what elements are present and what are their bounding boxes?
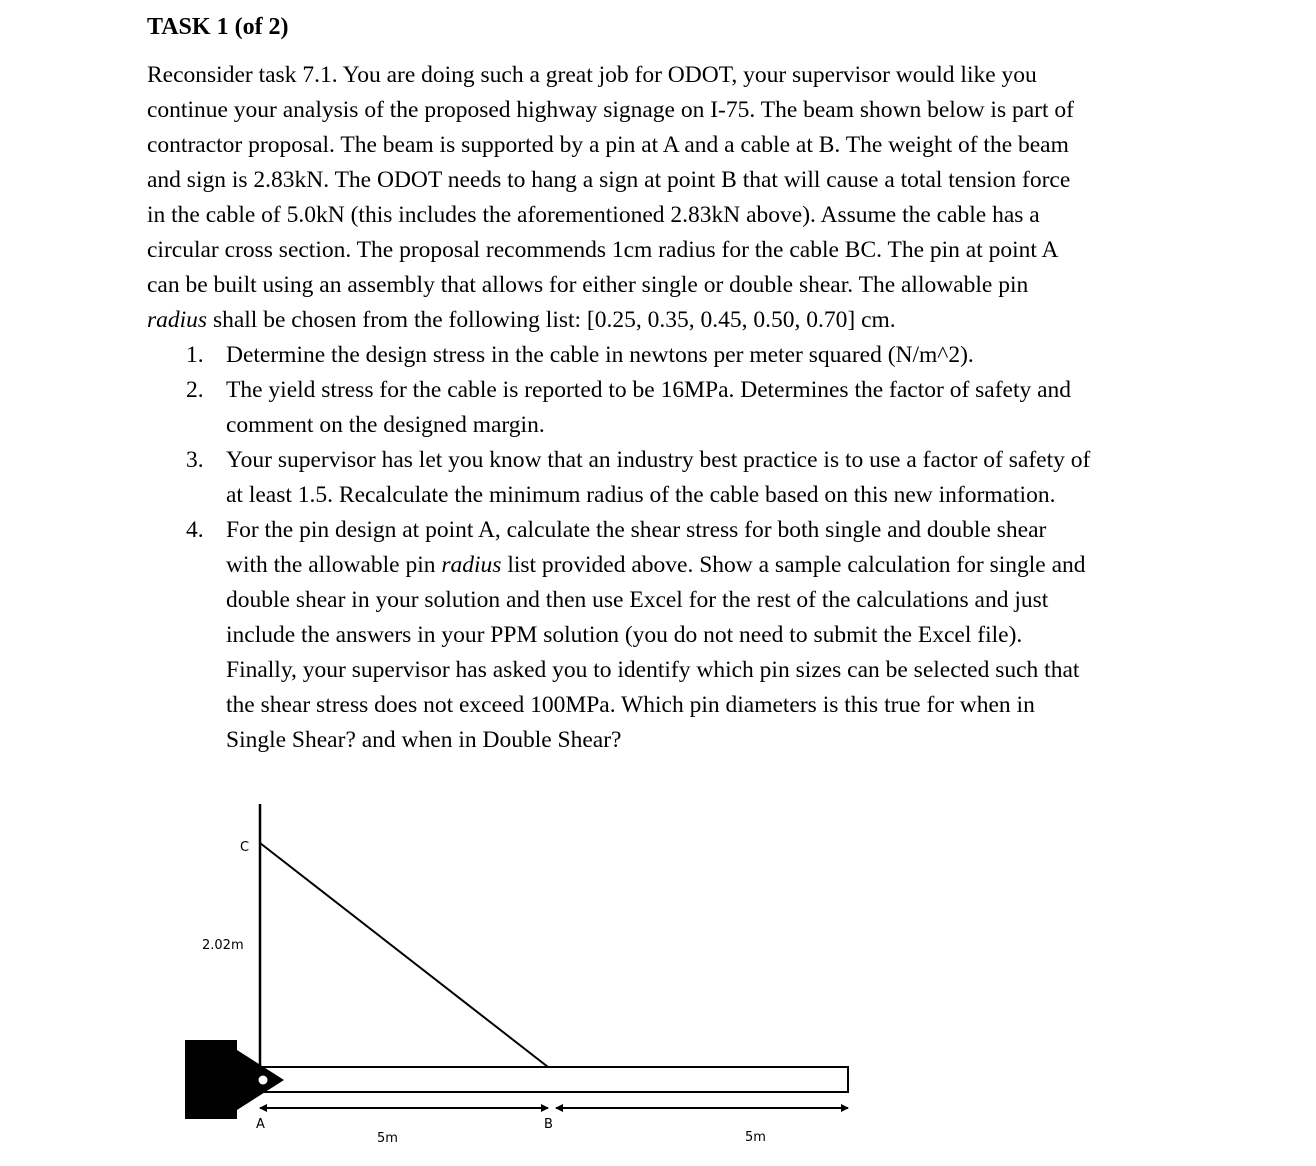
- pin-a-icon: [259, 1076, 268, 1085]
- list-item-line: include the answers in your PPM solution (you do not need to submit the Excel file).: [226, 622, 1023, 648]
- italic-radius: radius: [147, 307, 208, 333]
- list-number: 2.: [186, 377, 204, 403]
- label-span-b-end: 5m: [745, 1130, 766, 1145]
- paragraph-line: circular cross section. The proposal recommends 1cm radius for the cable BC. The pin at point A: [147, 237, 1059, 263]
- pin-support-block: [185, 1040, 237, 1119]
- label-a: A: [256, 1117, 265, 1132]
- label-b: B: [544, 1117, 553, 1132]
- list-item-line: The yield stress for the cable is reported to be 16MPa. Determines the factor of safety and: [226, 377, 1072, 403]
- list-item-line: with the allowable pin radius list provided above. Show a sample calculation for single and: [226, 552, 1086, 578]
- paragraph-line: and sign is 2.83kN. The ODOT needs to hang a sign at point B that will cause a total tension force: [147, 167, 1071, 193]
- list-item-line: double shear in your solution and then use Excel for the rest of the calculations and just: [226, 587, 1049, 613]
- list-item-line: the shear stress does not exceed 100MPa. Which pin diameters is this true for when in: [226, 692, 1035, 718]
- paragraph-line: can be built using an assembly that allows for either single or double shear. The allowable pin: [147, 272, 1029, 298]
- paragraph-line-last: radius shall be chosen from the following list: [0.25, 0.35, 0.45, 0.50, 0.70] cm.: [147, 307, 896, 333]
- label-height: 2.02m: [202, 938, 244, 953]
- list-item-line: Determine the design stress in the cable in newtons per meter squared (N/m^2).: [226, 342, 974, 368]
- paragraph-line: contractor proposal. The beam is supported by a pin at A and a cable at B. The weight of the beam: [147, 132, 1069, 158]
- beam: [260, 1067, 848, 1092]
- list-item-line: For the pin design at point A, calculate the shear stress for both single and double shear: [226, 517, 1047, 543]
- list-item-line: at least 1.5. Recalculate the minimum radius of the cable based on this new information.: [226, 482, 1056, 508]
- list-item-line: Finally, your supervisor has asked you to identify which pin sizes can be selected such that: [226, 657, 1080, 683]
- paragraph-line: Reconsider task 7.1. You are doing such a great job for ODOT, your supervisor would like you: [147, 62, 1037, 88]
- list-number: 1.: [186, 342, 204, 368]
- cable-bc: [260, 843, 548, 1067]
- label-c: C: [240, 840, 250, 855]
- label-span-ab: 5m: [377, 1131, 398, 1146]
- list-item-line: Single Shear? and when in Double Shear?: [226, 727, 622, 753]
- list-number: 4.: [186, 517, 204, 543]
- task-title: TASK 1 (of 2): [147, 14, 289, 40]
- list-item-line: comment on the designed margin.: [226, 412, 545, 438]
- paragraph-line: in the cable of 5.0kN (this includes the aforementioned 2.83kN above). Assume the cable has a: [147, 202, 1040, 228]
- paragraph-line: continue your analysis of the proposed highway signage on I-75. The beam shown below is part of: [147, 97, 1074, 123]
- list-number: 3.: [186, 447, 204, 473]
- list-item-line: Your supervisor has let you know that an industry best practice is to use a factor of safety of: [226, 447, 1091, 473]
